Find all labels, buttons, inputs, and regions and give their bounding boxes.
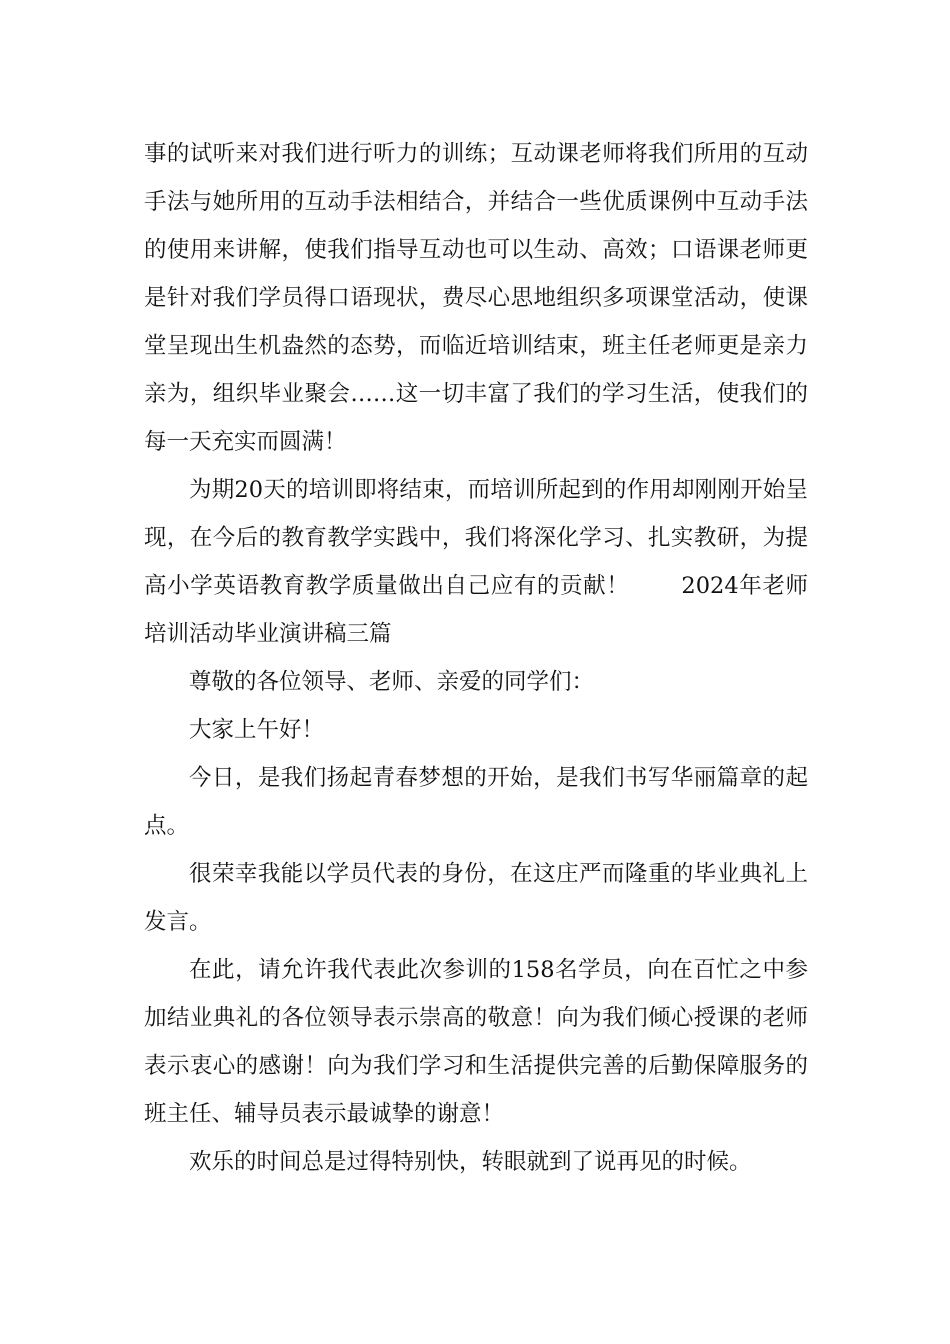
- paragraph-7: 在此，请允许我代表此次参训的158名学员，向在百忙之中参加结业典礼的各位领导表示崇高的敬意！向为我们倾心授课的老师表示衷心的感谢！向为我们学习和生活提供完善的后勤保障服务的班主任、辅导员表示最诚挚的谢意！: [144, 957, 808, 1127]
- paragraph-6: 很荣幸我能以学员代表的身份，在这庄严而隆重的毕业典礼上发言。: [144, 861, 808, 935]
- paragraph-8: 欢乐的时间总是过得特别快，转眼就到了说再见的时候。: [189, 1149, 752, 1175]
- paragraph-5: 今日，是我们扬起青春梦想的开始，是我们书写华丽篇章的起点。: [144, 765, 808, 839]
- document-body: [144, 130, 808, 1186]
- greeting: 大家上午好！: [189, 717, 325, 743]
- section-title: 2024年老师培训活动毕业演讲稿三篇: [144, 573, 808, 647]
- salutation: 尊敬的各位领导、老师、亲爱的同学们：: [189, 669, 595, 695]
- paragraph-2-text: 为期20天的培训即将结束，而培训所起到的作用却刚刚开始呈现，在今后的教育教学实践中，我们将深化学习、扎实教研，为提高小学英语教育教学质量做出自己应有的贡献！: [144, 477, 808, 599]
- paragraph-1: 事的试听来对我们进行听力的训练；互动课老师将我们所用的互动手法与她所用的互动手法相结合，并结合一些优质课例中互动手法的使用来讲解，使我们指导互动也可以生动、高效；口语课老师更是针对我们学员得口语现状，费尽心思地组织多项课堂活动，使课堂呈现出生机盎然的态势，而临近培训结束，班主任老师更是亲力亲为，组织毕业聚会……这一切丰富了我们的学习生活，使我们的每一天充实而圆满！: [144, 141, 808, 455]
- paragraph-2: [144, 466, 808, 658]
